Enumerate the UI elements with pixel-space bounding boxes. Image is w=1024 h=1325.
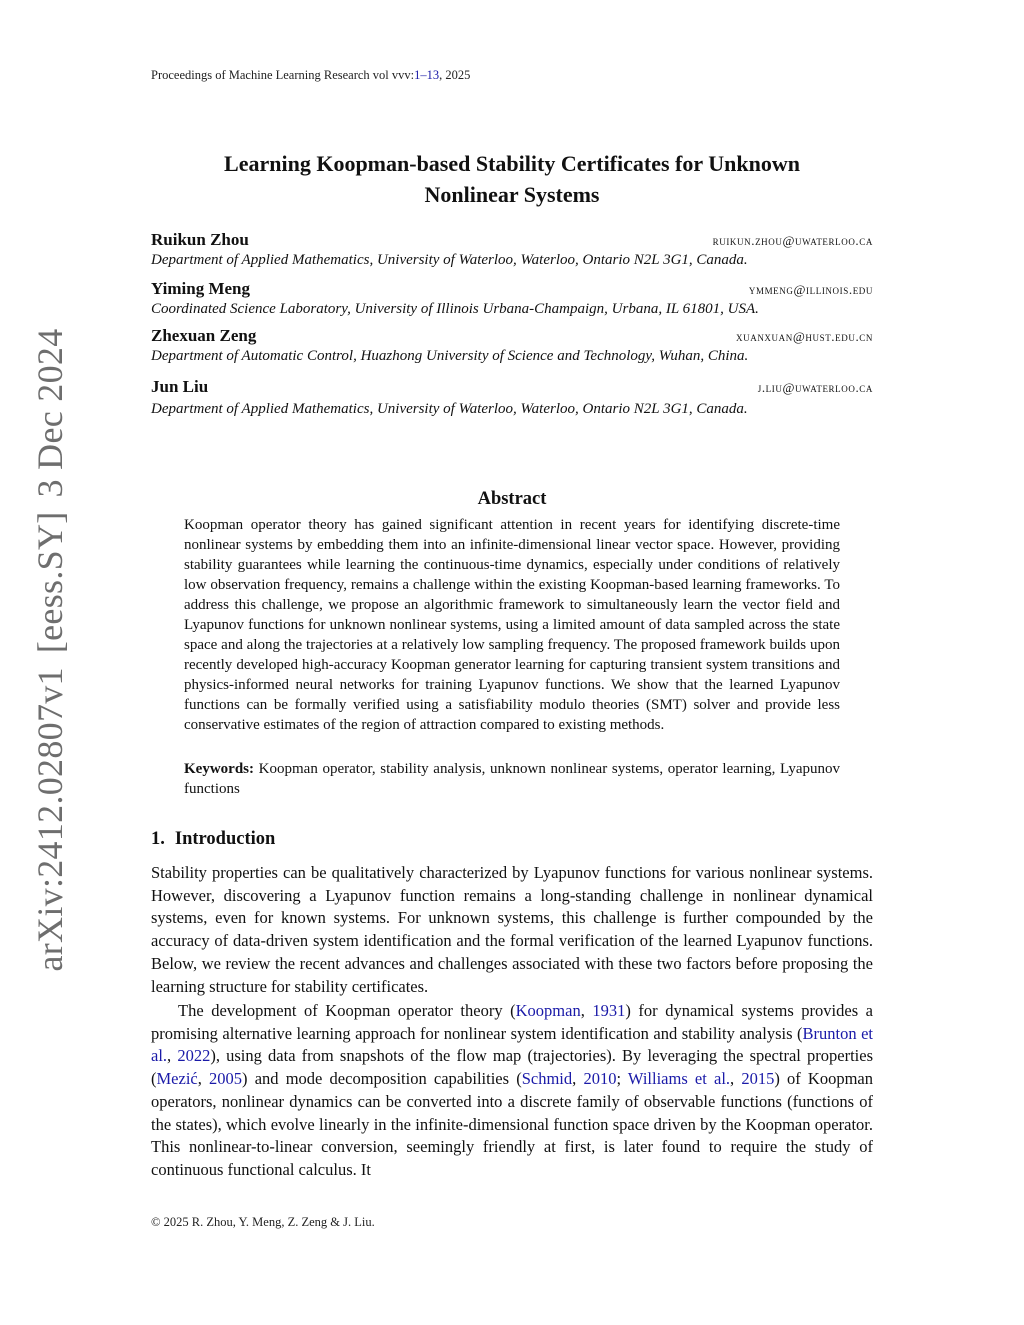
- citation-sep: ,: [197, 1069, 210, 1089]
- text-run: ), using data from snapshots of the flow map (trajectories). By leveraging the spectral properties (: [151, 1046, 874, 1089]
- author-affiliation: Department of Automatic Control, Huazhong University of Science and Technology, Wuhan, China.: [151, 348, 749, 364]
- title-line-1: Learning Koopman-based Stability Certificates for Unknown: [224, 151, 800, 176]
- arxiv-id[interactable]: arXiv:2412.02807v1: [30, 667, 70, 972]
- author-row: [151, 326, 873, 348]
- keywords-label: Keywords:: [184, 761, 254, 777]
- arxiv-date: 3 Dec 2024: [30, 328, 70, 498]
- intro-paragraph-2: [151, 1000, 873, 1182]
- arxiv-stamp: [29, 328, 71, 971]
- citation-link[interactable]: Williams et al.: [627, 1069, 731, 1089]
- arxiv-category: [eess.SY]: [30, 511, 70, 654]
- citation-year-link[interactable]: 2015: [741, 1069, 775, 1089]
- citation-link[interactable]: Brunton et al.: [151, 1023, 873, 1066]
- abstract-text: Koopman operator theory has gained significant attention in recent years for identifying discrete-time nonlinear systems by embedding them into an infinite-dimensional linear vector space. However, providing stability guarantees while learning the continuous-time dynamics, especially under conditions of relatively low observation frequency, remains a challenge within the existing Koopman-based learning frameworks. To address this challenge, we propose an algorithmic framework to simultaneously learn the vector field and Lyapunov functions for unknown nonlinear systems, using a limited amount of data sampled across the state space and along the trajectories at a relatively low sampling frequency. The proposed framework builds upon recently developed high-accuracy Koopman generator learning for capturing transient system transitions and physics-informed neural networks for training Lyapunov functions. We show that the learned Lyapunov functions can be formally verified using a satisfiability modulo theories (SMT) solver and provide less conservative estimates of the region of attraction compared to existing methods.: [184, 517, 840, 733]
- citation-year-link[interactable]: 2005: [209, 1069, 243, 1089]
- title-line-2: Nonlinear Systems: [424, 182, 600, 207]
- running-header: [151, 68, 470, 83]
- section-title: Introduction: [174, 829, 276, 849]
- keywords-list: Koopman operator, stability analysis, unknown nonlinear systems, operator learning, Lyapunov functions: [184, 761, 840, 797]
- author-email[interactable]: j.liu@uwaterloo.ca: [757, 380, 873, 395]
- citation-year-link[interactable]: 2010: [583, 1069, 617, 1089]
- author-affiliation: Department of Applied Mathematics, University of Waterloo, Waterloo, Ontario N2L 3G1, Canada.: [151, 252, 748, 268]
- header-year: , 2025: [439, 68, 471, 82]
- citation-sep: ,: [580, 1001, 593, 1020]
- text-run: ;: [616, 1069, 628, 1089]
- author-email[interactable]: ruikun.zhou@uwaterloo.ca: [712, 233, 873, 248]
- author-name: Ruikun Zhou: [151, 230, 249, 249]
- author-row: [151, 230, 873, 252]
- citation-link[interactable]: Koopman: [515, 1001, 581, 1020]
- citation-sep: ,: [167, 1046, 178, 1066]
- citation-sep: ,: [730, 1069, 742, 1089]
- citation-sep: ,: [572, 1069, 584, 1089]
- author-email[interactable]: xuanxuan@hust.edu.cn: [736, 329, 873, 344]
- abstract-heading: Abstract: [477, 489, 547, 509]
- text-run: ) for dynamical systems provides a promising alternative learning approach for nonlinear system identification and stability analysis (: [151, 1001, 874, 1043]
- author-email[interactable]: ymmeng@illinois.edu: [748, 282, 873, 297]
- text-run: The development of Koopman operator theory (: [178, 1001, 516, 1020]
- citation-link[interactable]: Schmid: [521, 1069, 573, 1089]
- author-row: [151, 377, 873, 399]
- page-range-link[interactable]: 1–13: [414, 68, 440, 82]
- author-row: [151, 279, 873, 301]
- citation-year-link[interactable]: 2022: [177, 1046, 211, 1066]
- text-run: ) and mode decomposition capabilities (: [242, 1069, 522, 1089]
- author-name: Zhexuan Zeng: [151, 326, 257, 345]
- citation-link[interactable]: Mezić: [156, 1069, 198, 1089]
- author-name: Jun Liu: [151, 377, 209, 396]
- author-name: Yiming Meng: [151, 279, 251, 298]
- citation-year-link[interactable]: 1931: [592, 1001, 626, 1020]
- paper-title: [150, 148, 874, 210]
- section-number: 1.: [151, 829, 165, 849]
- copyright-footer: © 2025 R. Zhou, Y. Meng, Z. Zeng & J. Liu.: [151, 1215, 375, 1229]
- author-affiliation: Department of Applied Mathematics, University of Waterloo, Waterloo, Ontario N2L 3G1, Canada.: [151, 401, 748, 417]
- keywords: [184, 759, 840, 799]
- intro-paragraph-1: Stability properties can be qualitatively characterized by Lyapunov functions for various nonlinear systems. However, discovering a Lyapunov function remains a long-standing challenge in nonlinear dynamical systems, even for known systems. For unknown systems, this challenge is further compounded by the accuracy of data-driven system identification and the formal verification of the learned Lyapunov functions. Below, we review the recent advances and challenges associated with these two factors before proposing the learning structure for stability certificates.: [151, 863, 873, 996]
- section-heading-introduction: [151, 829, 275, 850]
- text-run: ) of Koopman operators, nonlinear dynamics can be converted into a discrete family of observable functions (functions of the states), which evolve linearly in the infinite-dimensional function space driven by the Koopman operator. This nonlinear-to-linear conversion, seemingly friendly at first, is later found to require the study of continuous functional calculus. It: [151, 1069, 874, 1179]
- journal-name: Proceedings of Machine Learning Research vol vvv:: [151, 68, 415, 82]
- author-affiliation: Coordinated Science Laboratory, University of Illinois Urbana-Champaign, Urbana, IL 61801, USA.: [151, 301, 759, 317]
